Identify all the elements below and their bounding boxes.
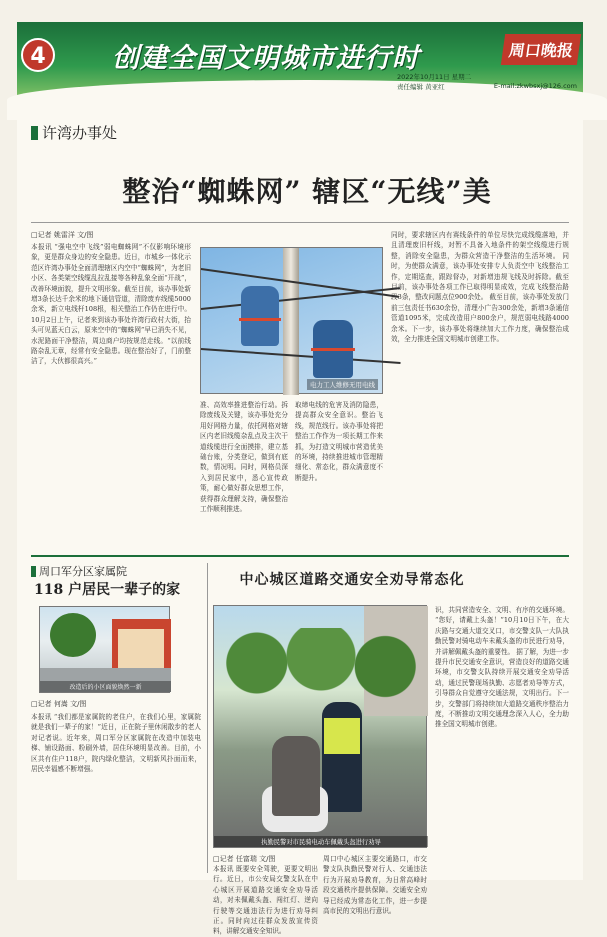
safety-harness [239,318,281,321]
newspaper-logo: 周口晚报 [501,34,581,65]
column-divider [207,563,208,873]
article3-column-2: 周口中心城区主要交通路口，市交警支队执勤民警对行人、交通违法行为开展劝导教育，为日常高峰时段交通秩序提供保障。交通安全劝导已经成为常态化工作，进一步提高市民的文明出行意识。 [323,855,427,916]
article-column-1: 本报讯 “强电空中飞线”弱电蜘蛛网”不仅影响环境形象，更是群众身边的安全隐患。近日，市城乡一体化示范区许湾办事处全面清理辖区内空中“蜘蛛网”，为老旧小区、各类架空线缆乱拉乱接等各种乱象全面“开战”，改善环境面貌，提升文明形象。截至目前，该办事处新增3条长达千余米的地下通信管道，清除废弃线缆5000余米，新立电线杆108根，相关整治工作仍在进行中。 10月2日上午，记者来到该办事处许湾行政村大街，抬头可见蓝天白云，原来空中的“蜘蛛网”早已消失不见，水泥路面干净整洁，周边商户均按规范走线。“以前线路杂乱无章，经常有安全隐患。现在整治好了，门前整洁了，大伙都很高兴。” [31,243,191,366]
worker-figure [241,286,279,346]
article-column-3: 取缔电线的危害及消防隐患，提高群众安全意识。整治飞线，规范线行。该办事处将把整治工作作为一项长期工作来抓，为打造文明城市营造优美的环境，持续推进城市管理精细化、常态化，群众满意度不断提升。 [295,401,383,482]
photo-caption-2: 改造后的小区面貌焕然一新 [40,681,171,692]
article3-headline: 中心城区道路交通安全劝导常态化 [239,572,465,588]
news-photo-residential-yard [39,606,170,693]
safety-harness [311,348,355,351]
photo-caption: 电力工人维修无用电线 [307,379,378,390]
power-wire [201,268,399,297]
section-divider [31,555,569,557]
article2-headline: 118 户居民一辈子的家 [34,582,181,598]
tree-line [214,628,428,698]
photo-caption-3: 执勤民警对市民骑电动车佩戴头盔进行劝导 [214,836,428,847]
article-column-4: 同时，要求辖区内有赛线条件的单位尽快完成线缆落地，并且清理废旧杆线，对暂不具备入地条件的架空线缆进行规整，消除安全隐患，为群众营造干净整洁的生活环境。 同时，为使群众满意，该办事处安排专人负责空中飞线整治工作，定期巡查，跟踪督办，对新增违规飞线及时拆除。截至目前，该办事处各项工作已取得明显成效，完成飞线整治路段3条，整改问题点位900余处。 截至目前，该办事处发放门前三包责任书630余份，清理小广告300余处，新增3条通信管道1095米，完成改造用户800余户，规范弱电线路4000余米。下一步，该办事处将继续加大工作力度，确保整治成效，全力推进全国文明城市创建工作。 [391,231,569,344]
article3-column-3: 识，共同营造安全、文明、有序的交通环境。 “您好，请戴上头盔！”10月10日下午，在大庆路与交通大道交叉口，市交警支队一大队执勤民警对骑电动车未戴头盔的市民进行劝导，并讲解佩戴头盔的重要性。 据了解，为进一步提升市民交通安全意识，营造良好的道路交通环境，市交警支队持续开展交通安全劝导活动，通过民警现场执勤、志愿者劝导等方式，引导群众自觉遵守交通法规，文明出行。下一步，交警部门将持续加大道路交通秩序整治力度，不断推动文明交通理念深入人心，全力助推全国文明城市创建。 [435,606,569,729]
power-wire [201,287,400,309]
tree [50,613,96,657]
article2-body: 本报讯 “我们都是家属院的老住户，在我们心里，家属院就是我们一辈子的家！”近日，正在院子里休闲散步的老人对记者说。近年来，周口军分区家属院在改造中加装电梯、铺设路面、粉刷外墙，居住环境明显改善。目前，小区共有住户118户，院内绿化整洁，文明新风扑面而来，居民幸福感不断增强。 [31,713,201,774]
article-column-2: 准、高效率推进整治行动。拆除废线及关键，该办事处充分用好网格力量，依托网格对辖区内老旧线缆杂乱点及主次干道线缆进行全面摸排，建立基础台账，分类登记，做到有底数，情况明。同时，网格员深入到居民家中，悉心宣传政策，耐心做好群众思想工作，获得群众理解支持，确保整治工作顺利推进。 [200,401,288,514]
issue-date: 2022年10月11日 星期二 [397,73,472,81]
banner-title: 创建全国文明城市进行时 [112,43,420,74]
section-label: 许湾办事处 [31,122,117,143]
news-photo-power-workers [200,247,383,394]
utility-pole [283,248,299,395]
news-photo-traffic-officer [213,605,427,848]
editor-line: 责任编辑 黄亚红 [397,83,445,91]
main-headline: 整治“蜘蛛网” 辖区“无线”美 [122,175,492,208]
article2-byline: □记者 何嵩 文/图 [31,700,87,708]
article-byline: □记者 姚雷洋 文/图 [31,231,94,239]
notice-board [118,629,164,669]
page-header [17,22,583,102]
divider-line [31,222,569,223]
scooter-rider [272,736,320,816]
page-number-badge: 4 [21,38,55,72]
reflective-vest [324,718,360,754]
newspaper-page [17,22,583,936]
article3-byline: □记者 任富瑞 文/图 [213,855,276,863]
section-label-2: 周口军分区家属院 [31,563,127,579]
article3-column-1: 本报讯 既要安全驾驶，更要文明出行。近日，市公安局交警支队在中心城区开展道路交通安全劝导活动，对未佩戴头盔、闯红灯、逆向行驶等交通违法行为进行劝导纠正。同时向过往群众发放宣传资料，讲解交通安全知识。 [213,865,318,936]
editor-email: E-mail:zkwbsxj@126.com [493,82,577,90]
power-wire [201,348,401,363]
